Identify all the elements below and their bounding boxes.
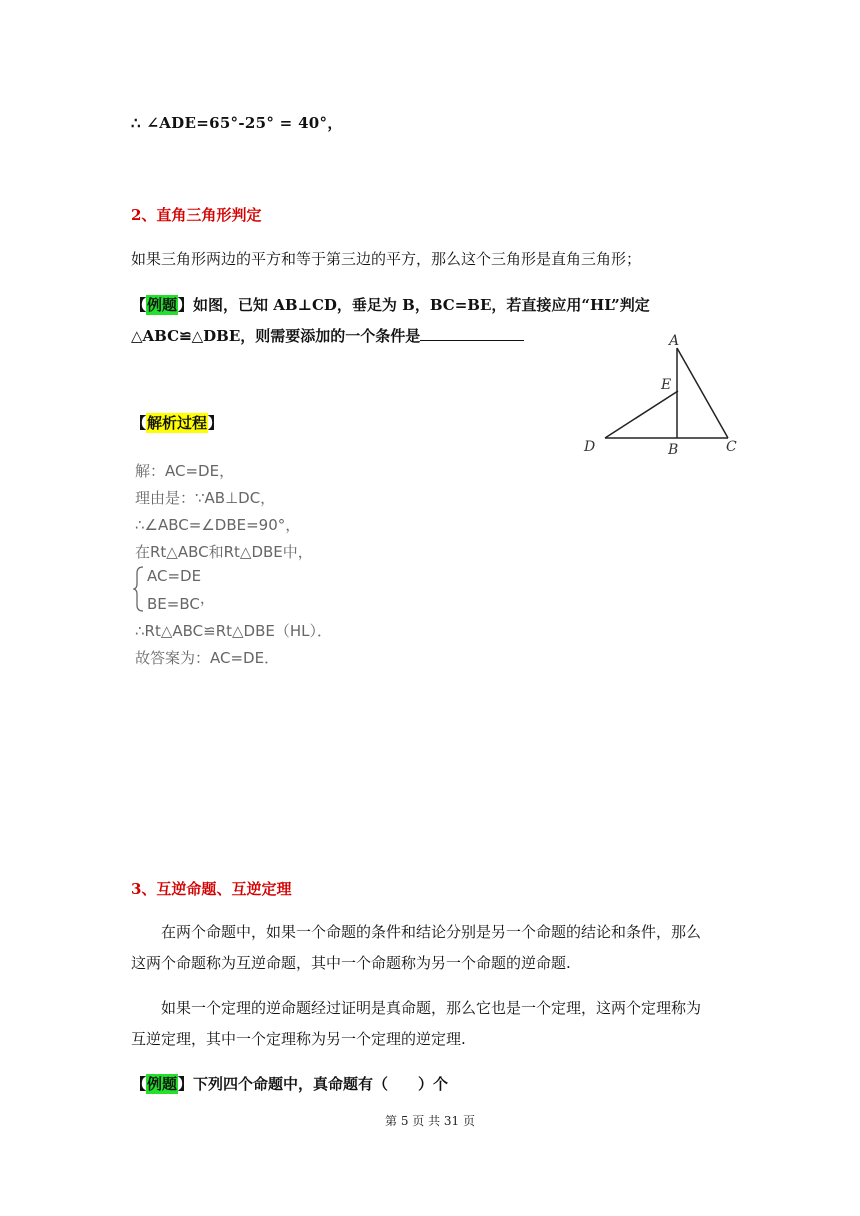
example-tag: 例题 xyxy=(147,1075,178,1093)
solution-line-8: 故答案为：AC=DE． xyxy=(135,649,280,667)
answer-blank xyxy=(420,326,524,341)
label-d: D xyxy=(584,439,596,455)
solution-eq-2-text: BE=BC xyxy=(147,595,200,613)
solution-line-2: 理由是：∵AB⊥DC， xyxy=(135,489,276,507)
bracket-open: 【 xyxy=(131,414,147,432)
label-e: E xyxy=(661,377,672,393)
solution-eq-2-comma: ， xyxy=(199,589,215,607)
conclusion-line: ∴ ∠ADE=65°-25° = 40°， xyxy=(131,114,343,132)
section-3-p2-line2: 互逆定理，其中一个定理称为另一个定理的逆定理. xyxy=(131,1030,466,1048)
example-1-line2 xyxy=(131,325,524,346)
section-2-rule: 如果三角形两边的平方和等于第三边的平方，那么这个三角形是直角三角形； xyxy=(131,250,642,268)
triangle-figure xyxy=(570,328,750,458)
solution-eq-2 xyxy=(147,589,215,614)
solution-line-7: ∴Rt△ABC≌Rt△DBE（HL）． xyxy=(135,622,333,640)
example-1-text2: △ABC≌△DBE，则需要添加的一个条件是 xyxy=(131,327,421,345)
example-1-line1 xyxy=(131,294,650,315)
label-b: B xyxy=(668,442,679,458)
section-2-title: 2、直角三角形判定 xyxy=(131,206,262,224)
example-2-text: 下列四个命题中，真命题有（ ）个 xyxy=(193,1075,449,1093)
analysis-tag: 解析过程 xyxy=(147,414,208,432)
section-3-p2-line1: 如果一个定理的逆命题经过证明是真命题，那么它也是一个定理，这两个定理称为 xyxy=(161,999,702,1017)
bracket-open: 【 xyxy=(131,296,147,314)
bracket-close: 】 xyxy=(178,296,194,314)
solution-eq-1: AC=DE xyxy=(147,567,202,585)
analysis-heading xyxy=(131,412,223,433)
example-2-line xyxy=(131,1073,448,1094)
bracket-close: 】 xyxy=(178,1075,194,1093)
bracket-close: 】 xyxy=(208,414,224,432)
solution-line-4: 在Rt△ABC和Rt△DBE中， xyxy=(135,543,313,561)
segment-de xyxy=(605,391,678,438)
example-1-text1: 如图，已知 AB⊥CD，垂足为 B，BC=BE，若直接应用“HL”判定 xyxy=(193,296,650,314)
segment-ac xyxy=(677,348,728,438)
section-3-p1-line2: 这两个命题称为互逆命题，其中一个命题称为另一个命题的逆命题. xyxy=(131,954,571,972)
example-tag: 例题 xyxy=(147,296,178,314)
label-c: C xyxy=(726,439,737,455)
page-footer: 第 5 页 共 31 页 xyxy=(385,1114,475,1128)
label-a: A xyxy=(669,333,680,349)
solution-line-1: 解：AC=DE， xyxy=(135,462,235,480)
solution-line-3: ∴∠ABC=∠DBE=90°， xyxy=(135,516,301,534)
bracket-open: 【 xyxy=(131,1075,147,1093)
section-3-p1-line1: 在两个命题中，如果一个命题的条件和结论分别是另一个命题的结论和条件，那么 xyxy=(161,923,702,941)
section-3-title: 3、互逆命题、互逆定理 xyxy=(131,880,292,898)
system-brace xyxy=(133,565,145,613)
